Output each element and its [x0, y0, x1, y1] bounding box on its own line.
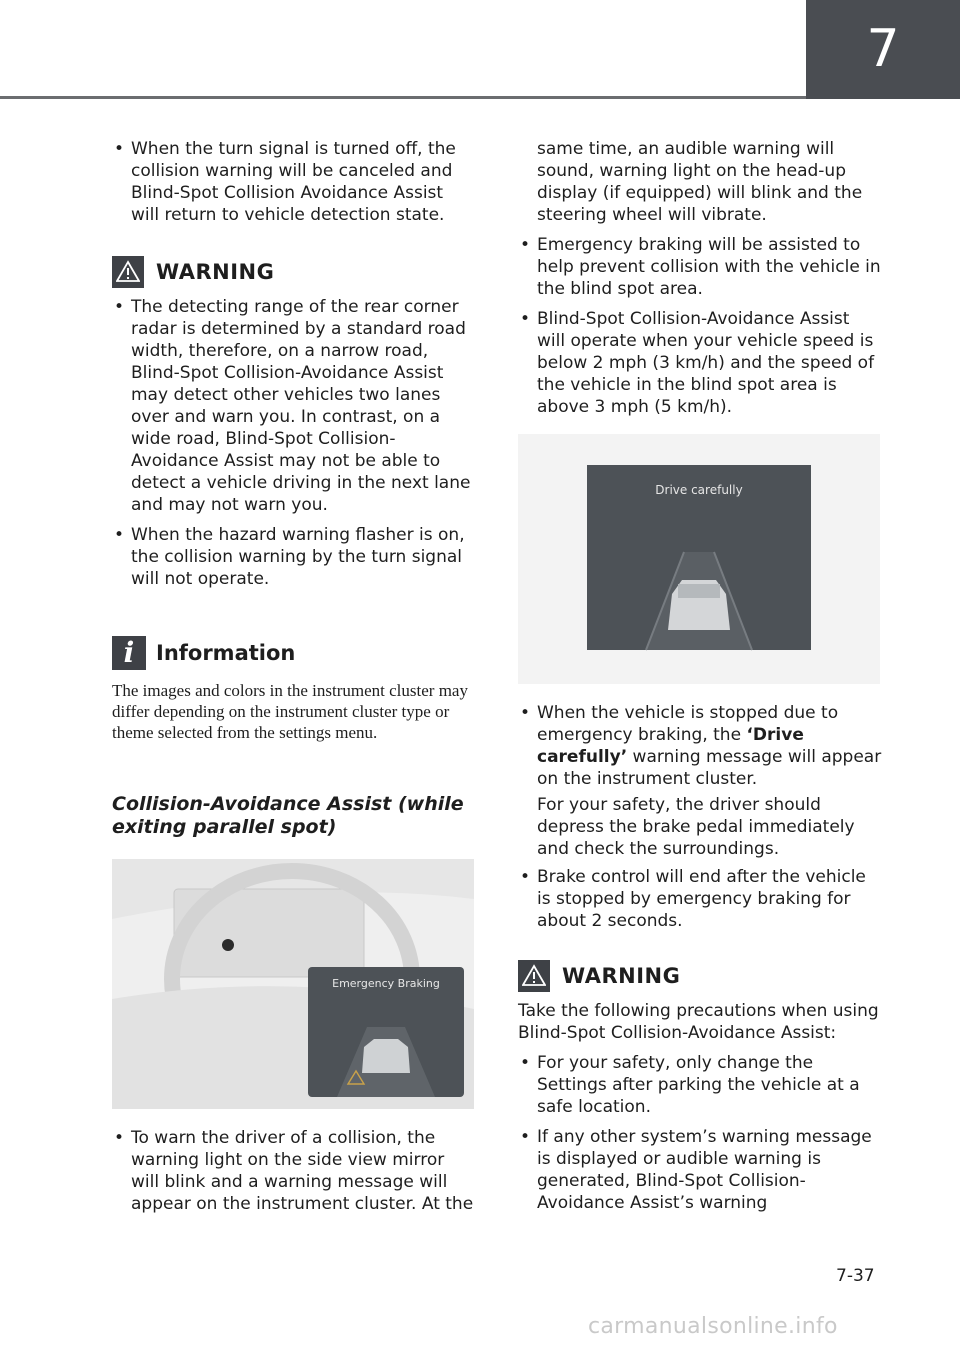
warning-heading	[112, 256, 476, 288]
emergency-braking-figure	[112, 859, 474, 1109]
safety-subtext: For your safety, the driver should depress the brake pedal immediately and check the surroundings.	[537, 795, 855, 859]
list-item: • Blind-Spot Collision-Avoidance Assist will operate when your vehicle speed is below 2 mph (3 km/h) and the speed of the vehicle in the blind spot area is above 3 mph (5 km/h).	[518, 308, 882, 418]
left-column	[112, 138, 476, 1223]
list-item: • Emergency braking will be assisted to help prevent collision with the vehicle in the blind spot area.	[518, 234, 882, 300]
dashboard-illustration	[112, 859, 474, 1109]
page-number: 7-37	[836, 1266, 875, 1286]
info-icon: i	[112, 636, 146, 670]
information-title: Information	[156, 641, 296, 665]
left-bullets-top	[112, 138, 476, 226]
information-text: The images and colors in the instrument cluster may differ depending on the instrument cluster type or theme selected from the settings menu.	[112, 681, 468, 742]
watermark: carmanualsonline.info	[588, 1314, 838, 1339]
list-item: • If any other system’s warning message is displayed or audible warning is generated, Blind-Spot Collision-Avoidance Assist’s warning	[518, 1126, 882, 1214]
warning-heading	[518, 960, 882, 992]
header-rule	[0, 96, 806, 99]
right-bullets-top	[518, 234, 882, 418]
list-item: • When the turn signal is turned off, the collision warning will be canceled and Blind-Spot Collision Avoidance Assist will return to vehicle detection state.	[112, 138, 476, 226]
warning-title: WARNING	[562, 964, 681, 988]
continuation-text: same time, an audible warning will sound, warning light on the head-up display (if equipped) will blink and the steering wheel will vibrate.	[537, 139, 863, 225]
warning-intro: Take the following precautions when using Blind-Spot Collision-Avoidance Assist:	[518, 1001, 879, 1043]
list-item: • To warn the driver of a collision, the warning light on the side view mirror will blink and a warning message will appear on the instrument cluster. At the	[112, 1127, 476, 1215]
drive-carefully-figure	[518, 434, 880, 684]
right-bullets-brake	[518, 866, 882, 932]
section-title: Collision-Avoidance Assist (while exiting parallel spot)	[112, 793, 464, 838]
cluster-message: Drive carefully	[655, 483, 743, 497]
drive-text-bold: ‘Drive carefully’	[537, 725, 804, 767]
list-item: • For your safety, only change the Settings after parking the vehicle at a safe location.	[518, 1052, 882, 1118]
list-item: • The detecting range of the rear corner radar is determined by a standard road width, therefore, on a narrow road, Blind-Spot Collision-Avoidance Assist may detect other vehicles two lanes over and warn you. In contrast, on a wide road, Blind-Spot Collision-Avoidance Assist may not be able to detect a vehicle driving in the next lane and may not warn you.	[112, 296, 476, 516]
warning-icon	[518, 960, 550, 992]
drive-text-after: warning message will appear on the instrument cluster.	[537, 747, 882, 789]
warning2-bullets	[518, 1052, 882, 1214]
right-bullets-middle	[518, 702, 882, 790]
drive-text-before: When the vehicle is stopped due to emergency braking, the	[537, 703, 839, 745]
list-item	[518, 702, 882, 790]
chapter-tab: 7	[806, 0, 960, 99]
left-bullets-bottom	[112, 1127, 476, 1215]
warning-title: WARNING	[156, 260, 275, 284]
list-item: • When the hazard warning flasher is on, the collision warning by the turn signal will not operate.	[112, 524, 476, 590]
overlay-label: Emergency Braking	[332, 977, 440, 990]
right-column	[518, 138, 882, 1222]
information-heading	[112, 636, 476, 670]
warning-bullets	[112, 296, 476, 590]
warning-icon	[112, 256, 144, 288]
list-item: • Brake control will end after the vehicle is stopped by emergency braking for about 2 seconds.	[518, 866, 882, 932]
